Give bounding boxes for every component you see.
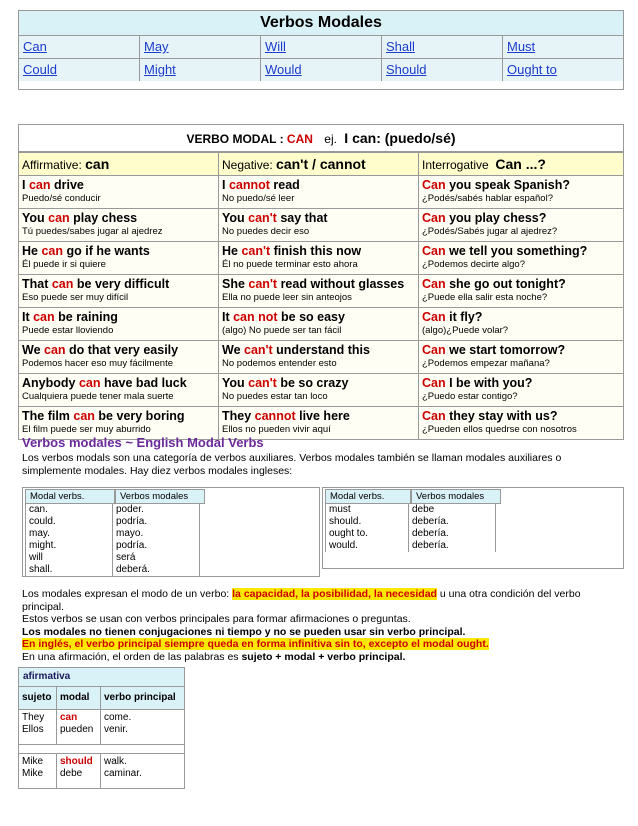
negative-cell: He can't finish this now Él no puede terminar esto ahora	[219, 242, 419, 274]
section-title: Verbos modales ~ English Modal Verbs	[22, 435, 264, 450]
verb-item: debería.	[412, 540, 449, 551]
title-eg: ej.	[324, 132, 337, 146]
link-could[interactable]: Could	[23, 62, 57, 77]
title-example: I can: (puedo/sé)	[344, 130, 456, 146]
verbs-right-head1: Modal verbs.	[325, 489, 411, 504]
affirmative-cell: The film can be very boring El film puede ser muy aburrido	[19, 407, 219, 439]
link-can[interactable]: Can	[23, 39, 47, 54]
affirmative-cell: You can play chess Tú puedes/sabes jugar al ajedrez	[19, 209, 219, 241]
verb-item: debería.	[412, 528, 449, 539]
header-sujeto: sujeto	[19, 687, 57, 709]
header-modal: modal	[57, 687, 101, 709]
negative-cell: You can't be so crazy No puedes estar tan loco	[219, 374, 419, 406]
modal-table-footer	[19, 81, 623, 89]
modal-verbs-table	[18, 10, 624, 90]
interrogative-cell: Can you play chess? ¿Podés/Sabés jugar al ajedrez?	[422, 211, 558, 237]
interrogative-cell: Can they stay with us? ¿Pueden ellos quedrse con nosotros	[422, 409, 577, 435]
para-4	[22, 638, 622, 651]
affirmative-cell: He can go if he wants Él puede ir si quiere	[19, 242, 219, 274]
modal-table-title: Verbos Modales	[19, 11, 623, 36]
can-row	[19, 241, 623, 274]
modal-row-1	[19, 36, 623, 58]
link-would[interactable]: Would	[265, 62, 302, 77]
link-may[interactable]: May	[144, 39, 169, 54]
negative-cell: It can not be so easy (algo) No puede ser tan fácil	[219, 308, 419, 340]
link-will[interactable]: Will	[265, 39, 286, 54]
link-might[interactable]: Might	[144, 62, 176, 77]
afirmativa-row-2	[19, 753, 184, 788]
r1-sujeto: They Ellos	[19, 710, 57, 744]
verb-item: will	[29, 552, 43, 563]
negative-cell: They cannot live here Ellos no pueden vivir aquí	[219, 407, 419, 439]
highlight-infinitive: En inglés, el verbo principal siempre queda en forma infinitiva sin to, excepto el modal ought.	[22, 638, 489, 650]
interrogative-cell: Can we start tomorrow? ¿Podemos empezar mañana?	[422, 343, 566, 369]
can-table	[18, 124, 624, 440]
r1-modal: can pueden	[57, 710, 101, 744]
para-5: En una afirmación, el orden de las palabras es sujeto + modal + verbo principal.	[22, 650, 406, 663]
interrogative-header: Interrogative Can ...?	[422, 156, 546, 172]
negative-cell: We can't understand this No podemos entender esto	[219, 341, 419, 373]
verb-item: could.	[29, 516, 56, 527]
link-must[interactable]: Must	[507, 39, 536, 54]
verbs-right-es	[409, 504, 496, 552]
can-header-row	[19, 152, 623, 175]
afirmativa-title: afirmativa	[19, 668, 184, 687]
negative-header: Negative: can't / cannot	[219, 153, 419, 175]
negative-cell: You can't say that No puedes decir eso	[219, 209, 419, 241]
verb-item: should.	[329, 516, 362, 527]
affirmative-cell: It can be raining Puede estar lloviendo	[19, 308, 219, 340]
verbs-left-head1: Modal verbs.	[25, 489, 115, 504]
modal-verbs-box-left	[22, 487, 320, 577]
negative-cell: She can't read without glasses Ella no puede leer sin anteojos	[219, 275, 419, 307]
verb-item: debe	[412, 504, 435, 515]
verb-item: debería.	[412, 516, 449, 527]
can-row	[19, 340, 623, 373]
verb-item: poder.	[116, 504, 144, 515]
interrogative-cell: Can we tell you something? ¿Podemos decirte algo?	[422, 244, 588, 270]
verbs-right-header	[325, 489, 623, 504]
section-intro: Los verbos modals son una categoría de verbos auxiliares. Verbos modales también se llaman modales auxiliares o simplemente modales. Hay diez verbos modales ingleses:	[22, 452, 562, 477]
interrogative-cell: Can it fly? (algo)¿Puede volar?	[422, 310, 509, 336]
link-shall[interactable]: Shall	[386, 39, 415, 54]
modal-explanation	[22, 588, 622, 663]
can-row	[19, 175, 623, 208]
verb-item: podría.	[116, 540, 148, 551]
r2-verbo: walk. caminar.	[104, 756, 142, 779]
affirmative-cell: That can be very difficult Eso puede ser muy difícil	[19, 275, 219, 307]
verbs-right-cols	[325, 504, 623, 552]
verb-item: será	[116, 552, 136, 563]
verb-item: mayo.	[116, 528, 144, 539]
affirmative-header: Affirmative: can	[19, 153, 219, 175]
verb-item: might.	[29, 540, 57, 551]
afirmativa-row-1	[19, 709, 184, 744]
verbs-left-es	[113, 504, 200, 576]
interrogative-cell: Can she go out tonight? ¿Puede ella salir esta noche?	[422, 277, 566, 303]
verb-item: would.	[329, 540, 358, 551]
verb-item: must	[329, 504, 351, 515]
verbs-right-en	[325, 504, 409, 552]
verbs-left-cols	[25, 504, 319, 576]
can-row	[19, 307, 623, 340]
can-row	[19, 208, 623, 241]
verb-item: ought to.	[329, 528, 368, 539]
interrogative-cell: Can I be with you? ¿Puedo estar contigo?	[422, 376, 533, 402]
highlight-capacity: la capacidad, la posibilidad, la necesidad	[232, 588, 437, 600]
verbs-left-en	[25, 504, 113, 576]
verb-item: shall.	[29, 564, 53, 575]
verbs-left-head2: Verbos modales	[115, 489, 205, 504]
title-verb: CAN	[286, 132, 313, 146]
negative-cell: I cannot read No puedo/sé leer	[219, 176, 419, 208]
modal-row-2	[19, 58, 623, 81]
affirmative-cell: We can do that very easily Podemos hacer eso muy fácilmente	[19, 341, 219, 373]
link-should[interactable]: Should	[386, 62, 427, 77]
affirmative-cell: I can drive Puedo/sé conducir	[19, 176, 219, 208]
verb-item: may.	[29, 528, 50, 539]
can-table-title	[19, 125, 623, 152]
para-2: Estos verbos se usan con verbos principales para formar afirmaciones o preguntas.	[22, 613, 411, 625]
verb-item: podría.	[116, 516, 148, 527]
para-1: Los modales expresan el modo de un verbo: la capacidad, la posibilidad, la necesidad u una otra condición del verbo principal.	[22, 588, 581, 613]
r2-sujeto: Mike Mike	[19, 754, 57, 788]
can-rows	[19, 175, 623, 439]
para-3: Los modales no tienen conjugaciones ni tiempo y no se pueden usar sin verbo principal.	[22, 625, 466, 638]
can-row	[19, 274, 623, 307]
verb-item: deberá.	[116, 564, 150, 575]
modal-verbs-box-right	[322, 487, 624, 569]
title-prefix: VERBO MODAL :	[186, 132, 287, 146]
link-ought-to[interactable]: Ought to	[507, 62, 557, 77]
interrogative-cell: Can you speak Spanish? ¿Podés/sabés hablar español?	[422, 178, 570, 204]
afirmativa-table	[18, 667, 185, 789]
verbs-left-header	[25, 489, 319, 504]
verbs-right-head2: Verbos modales	[411, 489, 501, 504]
r2-modal: should debe	[57, 754, 101, 788]
verb-item: can.	[29, 504, 48, 515]
can-row	[19, 373, 623, 406]
header-verbo: verbo principal	[104, 692, 176, 703]
afirmativa-header-row	[19, 687, 184, 709]
afirmativa-spacer	[19, 744, 184, 753]
r1-verbo: come. venir.	[104, 712, 132, 735]
affirmative-cell: Anybody can have bad luck Cualquiera puede tener mala suerte	[19, 374, 219, 406]
